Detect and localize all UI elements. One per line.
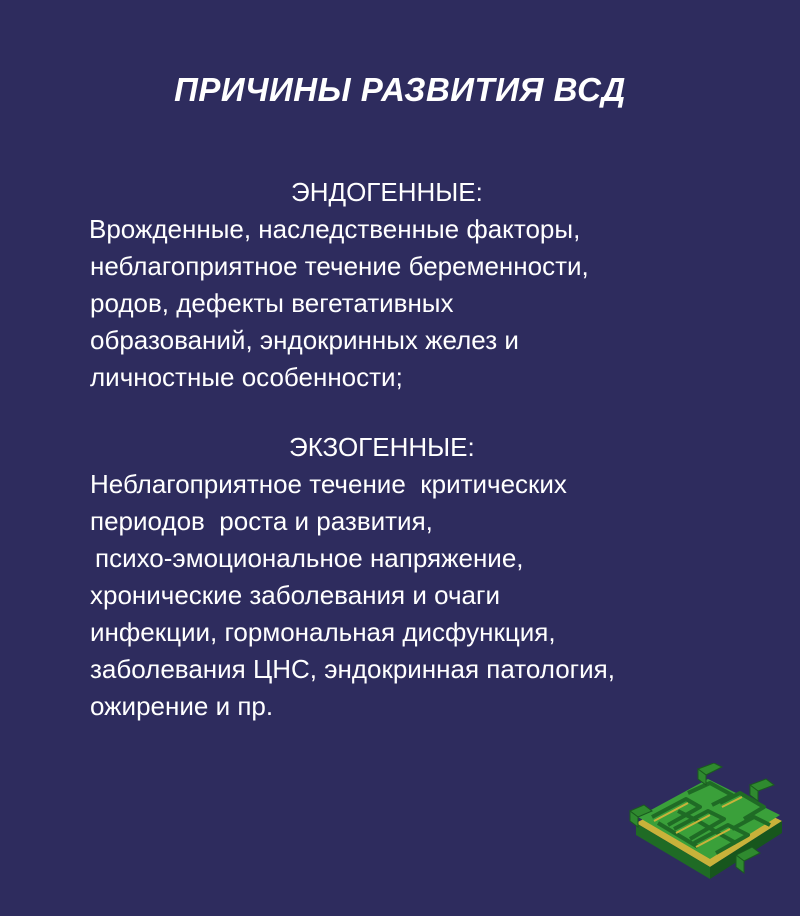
endogenous-heading: ЭНДОГЕННЫЕ: xyxy=(291,177,483,207)
exogenous-line: периодов роста и развития, xyxy=(90,506,433,536)
green-maze-logo-icon xyxy=(628,763,786,883)
endogenous-line: образований, эндокринных желез и xyxy=(90,325,519,355)
slide-title: ПРИЧИНЫ РАЗВИТИЯ ВСД xyxy=(174,71,626,108)
exogenous-line: заболевания ЦНС, эндокринная патология, xyxy=(90,654,615,684)
endogenous-line: неблагоприятное течение беременности, xyxy=(90,251,589,281)
exogenous-line: Неблагоприятное течение критических xyxy=(90,469,567,499)
exogenous-line: ожирение и пр. xyxy=(90,691,274,721)
endogenous-line: родов, дефекты вегетативных xyxy=(90,288,454,318)
exogenous-line: психо-эмоциональное напряжение, xyxy=(95,543,524,573)
exogenous-line: хронические заболевания и очаги xyxy=(90,580,500,610)
section-gap xyxy=(0,396,800,429)
exogenous-line: инфекции, гормональная дисфункция, xyxy=(90,617,556,647)
endogenous-line: Врожденные, наследственные факторы, xyxy=(89,214,581,244)
slide-body xyxy=(0,174,800,725)
exogenous-heading: ЭКЗОГЕННЫЕ: xyxy=(289,432,475,462)
endogenous-line: личностные особенности; xyxy=(90,362,403,392)
